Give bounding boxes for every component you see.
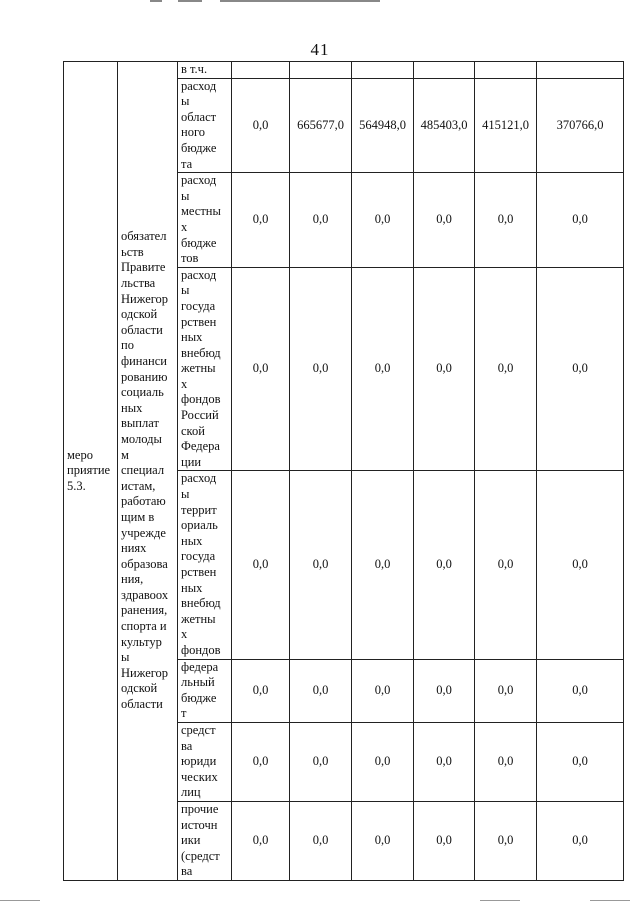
value-cell: 370766,0 <box>537 78 624 173</box>
empty-cell <box>290 62 352 79</box>
value-cell: 0,0 <box>352 173 414 268</box>
row-label: федера льный бюдже т <box>178 659 232 722</box>
value-cell: 0,0 <box>475 471 537 659</box>
value-cell: 0,0 <box>537 659 624 722</box>
value-cell: 0,0 <box>352 659 414 722</box>
value-cell: 0,0 <box>414 722 475 801</box>
value-cell: 0,0 <box>290 471 352 659</box>
value-cell: 564948,0 <box>352 78 414 173</box>
budget-table <box>63 61 624 881</box>
value-cell: 0,0 <box>352 722 414 801</box>
value-cell: 0,0 <box>232 801 290 880</box>
empty-cell <box>475 62 537 79</box>
page-number: 41 <box>310 40 330 59</box>
value-cell: 415121,0 <box>475 78 537 173</box>
value-cell: 0,0 <box>232 471 290 659</box>
value-cell: 0,0 <box>232 78 290 173</box>
value-cell: 0,0 <box>232 267 290 471</box>
incl-label: в т.ч. <box>181 62 208 76</box>
value-cell: 0,0 <box>414 659 475 722</box>
value-cell: 0,0 <box>414 471 475 659</box>
description-text: обязател ьств Правите льства Нижегор одской области по финанси рованию социаль ных выплат молоды м специал истам, работаю щим в учрежде ниях образова ния, здравоох ранения, спорта и культур ы Нижегор одской области <box>121 229 169 712</box>
value-cell: 0,0 <box>475 267 537 471</box>
value-cell: 0,0 <box>352 801 414 880</box>
description-cell <box>118 62 178 881</box>
value-cell: 665677,0 <box>290 78 352 173</box>
value-cell: 0,0 <box>232 173 290 268</box>
row-label: расход ы местны х бюдже тов <box>178 173 232 268</box>
value-cell: 0,0 <box>290 173 352 268</box>
bottom-scan-marks <box>0 896 640 905</box>
value-cell: 0,0 <box>537 173 624 268</box>
measure-label: меро приятие 5.3. <box>67 447 111 493</box>
value-cell: 0,0 <box>414 801 475 880</box>
value-cell: 0,0 <box>290 659 352 722</box>
row-label: расход ы террит ориаль ных госуда рствен ных внебюд жетны х фондов <box>178 471 232 659</box>
value-cell: 0,0 <box>352 267 414 471</box>
row-label: средст ва юриди ческих лиц <box>178 722 232 801</box>
measure-cell <box>64 62 118 881</box>
value-cell: 0,0 <box>475 173 537 268</box>
value-cell: 0,0 <box>290 267 352 471</box>
table-row-header <box>64 62 624 79</box>
row-label: расход ы област ного бюдже та <box>178 78 232 173</box>
value-cell: 0,0 <box>475 659 537 722</box>
row-label: расход ы госуда рствен ных внебюд жетны х фондов Россий ской Федера ции <box>178 267 232 471</box>
value-cell: 0,0 <box>352 471 414 659</box>
value-cell: 0,0 <box>232 659 290 722</box>
value-cell: 0,0 <box>290 801 352 880</box>
empty-cell <box>232 62 290 79</box>
value-cell: 485403,0 <box>414 78 475 173</box>
value-cell: 0,0 <box>232 722 290 801</box>
row-label: прочие источн ики (средст ва <box>178 801 232 880</box>
incl-cell <box>178 62 232 79</box>
value-cell: 0,0 <box>414 267 475 471</box>
value-cell: 0,0 <box>537 722 624 801</box>
value-cell: 0,0 <box>537 471 624 659</box>
value-cell: 0,0 <box>537 267 624 471</box>
empty-cell <box>352 62 414 79</box>
empty-cell <box>537 62 624 79</box>
value-cell: 0,0 <box>475 722 537 801</box>
value-cell: 0,0 <box>475 801 537 880</box>
value-cell: 0,0 <box>290 722 352 801</box>
value-cell: 0,0 <box>414 173 475 268</box>
empty-cell <box>414 62 475 79</box>
value-cell: 0,0 <box>537 801 624 880</box>
top-scan-marks <box>150 0 390 4</box>
